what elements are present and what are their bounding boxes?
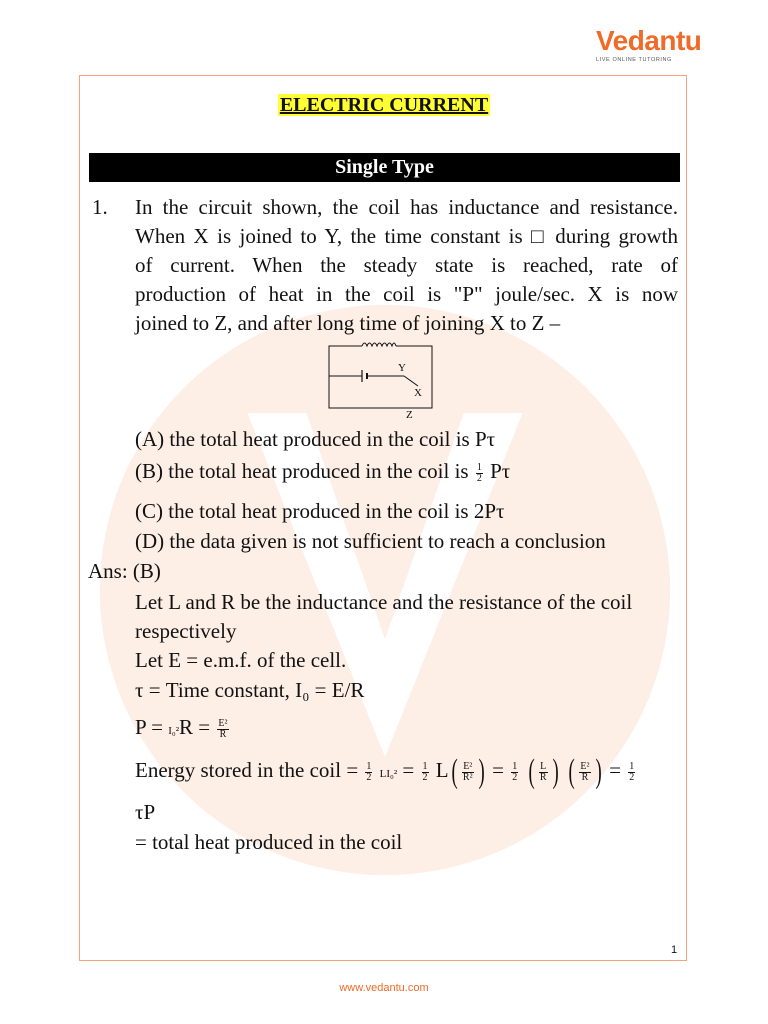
answer-line-4: τ = Time constant, I₀ = E/R xyxy=(135,678,365,702)
frac-den: 2 xyxy=(366,771,372,783)
answer-line-1: Let L and R be the inductance and the resistance of the coil xyxy=(135,590,633,614)
l-over-r xyxy=(539,762,548,783)
frac-num: 1 xyxy=(366,760,372,772)
frac-num: E² xyxy=(463,760,473,772)
option-d: (D) the data given is not sufficient to reach a conclusion xyxy=(135,529,606,553)
circuit-diagram xyxy=(322,338,442,420)
coil-icon xyxy=(362,343,396,346)
frac-num: 1 xyxy=(422,760,428,772)
option-b-tail: Pτ xyxy=(490,459,511,483)
label-x: X xyxy=(414,387,422,399)
half-fraction xyxy=(628,762,635,783)
answer-line-2: respectively xyxy=(135,619,237,643)
label-z: Z xyxy=(406,409,413,420)
question-number: 1. xyxy=(92,195,108,219)
e2-over-r xyxy=(579,762,590,783)
logo-tagline: LIVE ONLINE TUTORING xyxy=(596,57,672,63)
half-fraction xyxy=(511,762,518,783)
e2-over-r2 xyxy=(462,762,474,783)
section-header: Single Type xyxy=(89,153,680,182)
e2-over-r xyxy=(217,719,228,740)
half-fraction xyxy=(476,463,483,484)
p-mid: R = xyxy=(179,715,211,739)
question-line-1: In the circuit shown, the coil has inductance and resistance. xyxy=(135,195,678,219)
energy-equation: Energy stored in the coil = $\frac{1}{2}$ LI₀² = $\frac{1}{2}$ L( $\frac{\text{E²}}{\text{R²}}$ ) = $\frac{1}{2}$ ( $\frac{L}{R}$ ) ( $\frac{\text{E²}}{R}$ ) = $\frac{1}{2}$ xyxy=(135,753,635,790)
vedantu-logo xyxy=(596,25,702,72)
frac-den: 2 xyxy=(476,472,482,484)
frac-num: E² xyxy=(580,760,590,772)
question-line-3: of current. When the steady state is reached, rate of xyxy=(135,253,678,277)
i0-squared: I₀² xyxy=(168,725,180,737)
page-title: ELECTRIC CURRENT xyxy=(279,94,489,116)
frac-num: E² xyxy=(218,717,228,729)
footer-url[interactable]: www.vedantu.com xyxy=(339,982,429,994)
label-y: Y xyxy=(398,362,406,374)
option-c: (C) the total heat produced in the coil is 2Pτ xyxy=(135,499,505,523)
equals: = xyxy=(492,757,505,782)
answer-label: Ans: (B) xyxy=(88,559,161,583)
answer-line-3: Let E = e.m.f. of the cell. xyxy=(135,648,347,672)
title-wrap xyxy=(0,94,768,117)
answer-tau-p: τP xyxy=(135,800,156,824)
page-number: 1 xyxy=(671,944,678,956)
frac-den: R xyxy=(581,771,589,783)
half-fraction xyxy=(422,762,429,783)
question-line-2: When X is joined to Y, the time constant is □ during growth xyxy=(135,224,678,248)
frac-den: R xyxy=(219,728,227,740)
frac-den: 2 xyxy=(422,771,428,783)
frac-den: 2 xyxy=(629,771,635,783)
option-b-text: (B) the total heat produced in the coil is xyxy=(135,459,469,483)
p-pre: P = xyxy=(135,715,163,739)
frac-den: 2 xyxy=(512,771,518,783)
logo-name: Vedantu xyxy=(596,25,702,56)
equals: = xyxy=(402,757,415,782)
frac-den: R xyxy=(539,771,547,783)
frac-den: R² xyxy=(462,771,473,783)
option-b xyxy=(135,457,510,486)
inductance-symbol: L xyxy=(435,757,449,782)
frac-num: 1 xyxy=(476,461,482,473)
power-equation xyxy=(135,713,231,746)
frac-num: L xyxy=(540,760,547,772)
half-fraction xyxy=(365,762,372,783)
answer-conclusion: = total heat produced in the coil xyxy=(135,830,403,854)
equals: = xyxy=(609,757,621,782)
frac-num: 1 xyxy=(629,760,635,772)
question-line-5: joined to Z, and after long time of joining X to Z – xyxy=(135,311,561,335)
question-line-4: production of heat in the coil is "P" joule/sec. X is now xyxy=(135,282,678,306)
frac-num: 1 xyxy=(512,760,518,772)
l-i0-squared: LI₀² xyxy=(379,767,398,780)
energy-pre: Energy stored in the coil = xyxy=(135,757,359,782)
option-a: (A) the total heat produced in the coil is Pτ xyxy=(135,427,496,451)
